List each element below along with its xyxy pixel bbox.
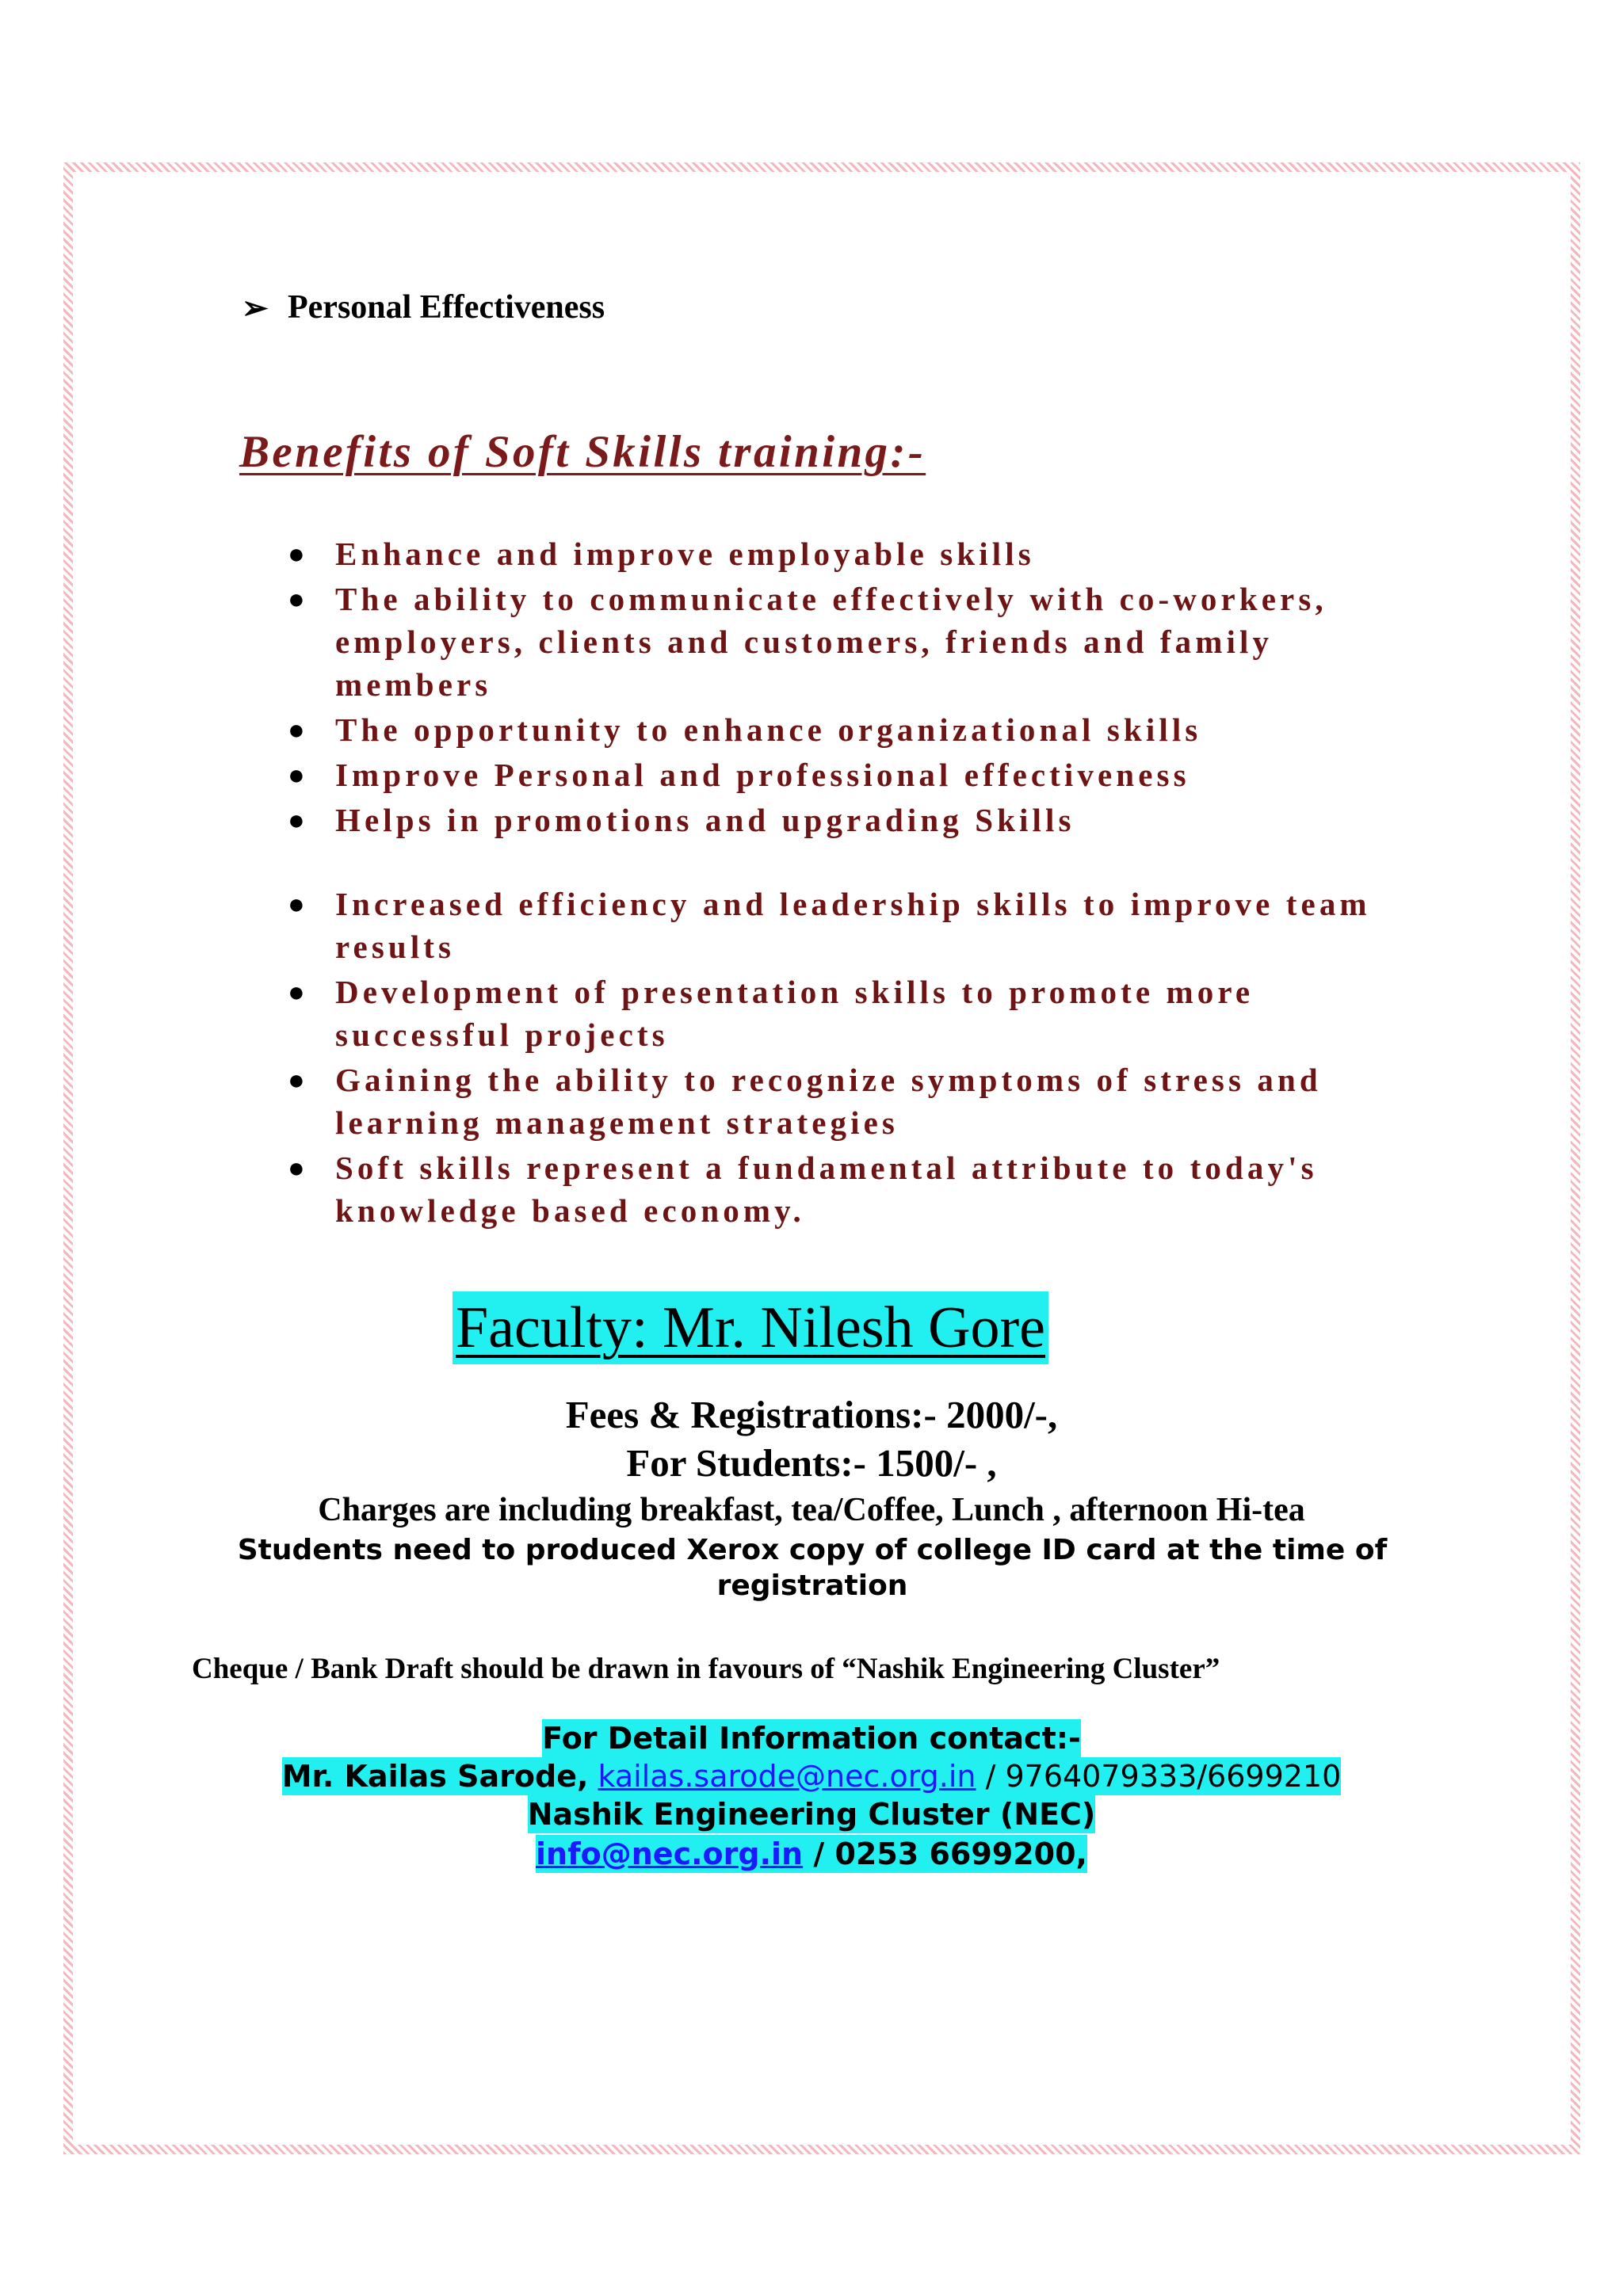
contact-person [0,1759,1623,1794]
bullet-icon: ● [288,583,309,615]
bullet-icon: ● [288,714,309,746]
fees-charges: Charges are including breakfast, tea/Coffee, Lunch , afternoon Hi-tea [318,1492,1305,1528]
list-item-text: Helps in promotions and upgrading Skills [335,802,1075,838]
personal-effectiveness-label: Personal Effectiveness [288,289,605,326]
bullet-icon: ● [288,1064,309,1096]
list-item [288,578,1429,706]
contact-title [0,1721,1623,1756]
contact-org-line [536,1835,1087,1873]
contact-org [0,1797,1623,1832]
list-item-text: Increased efficiency and leadership skills to improve team results [335,886,1371,965]
list-item-text: Enhance and improve employable skills [335,536,1035,572]
list-item-text: The ability to communicate effectively with co-workers, employers, clients and customers, friends and family members [335,581,1327,703]
contact-person-line [282,1757,1342,1795]
arrow-bullet-icon: ➢ [242,289,269,326]
bullet-icon: ● [288,804,309,836]
contact-title-text: For Detail Information contact:- [542,1721,1081,1756]
list-item [288,708,1429,751]
list-item [288,753,1429,796]
list-item-text: Development of presentation skills to promote more successful projects [335,974,1254,1053]
bullet-icon: ● [288,888,309,920]
contact-org-name: Nashik Engineering Cluster (NEC) [527,1797,1096,1832]
contact-person-email-link[interactable]: kailas.sarode@nec.org.in [598,1759,976,1794]
fees-registration: Fees & Registrations:- 2000/-, [565,1393,1058,1436]
personal-effectiveness-item [242,288,605,326]
list-item-text: Improve Personal and professional effectiveness [335,757,1190,793]
benefits-list [288,532,1429,1234]
list-item [288,1146,1429,1232]
bullet-icon: ● [288,759,309,791]
list-item-text: Gaining the ability to recognize symptoms of stress and learning management strategies [335,1062,1322,1141]
list-item [288,1058,1429,1144]
contact-org-info [0,1836,1623,1871]
list-item-text: The opportunity to enhance organizational skills [335,711,1202,748]
list-item [288,799,1429,841]
contact-person-name: Mr. Kailas Sarode, [281,1759,589,1794]
list-item [288,532,1429,575]
id-card-note: Students need to produced Xerox copy of college ID card at the time of registration [237,1534,1388,1602]
benefits-heading: Benefits of Soft Skills training:- [239,427,926,477]
bullet-icon: ● [288,1152,309,1184]
list-item [288,971,1429,1056]
bullet-icon: ● [288,538,309,570]
contact-org-phone: / 0253 6699200, [803,1836,1087,1871]
faculty-title: Faculty: Mr. Nilesh Gore [453,1291,1048,1364]
bullet-icon: ● [288,976,309,1008]
fees-students: For Students:- 1500/- , [626,1441,997,1485]
cheque-note: Cheque / Bank Draft should be drawn in favours of “Nashik Engineering Cluster” [192,1653,1220,1685]
list-item [288,883,1429,968]
contact-person-phone: / 9764079333/6699210 [976,1759,1342,1794]
contact-org-email-link[interactable]: info@nec.org.in [536,1836,804,1871]
list-item-text: Soft skills represent a fundamental attribute to today's knowledge based economy. [335,1150,1318,1229]
